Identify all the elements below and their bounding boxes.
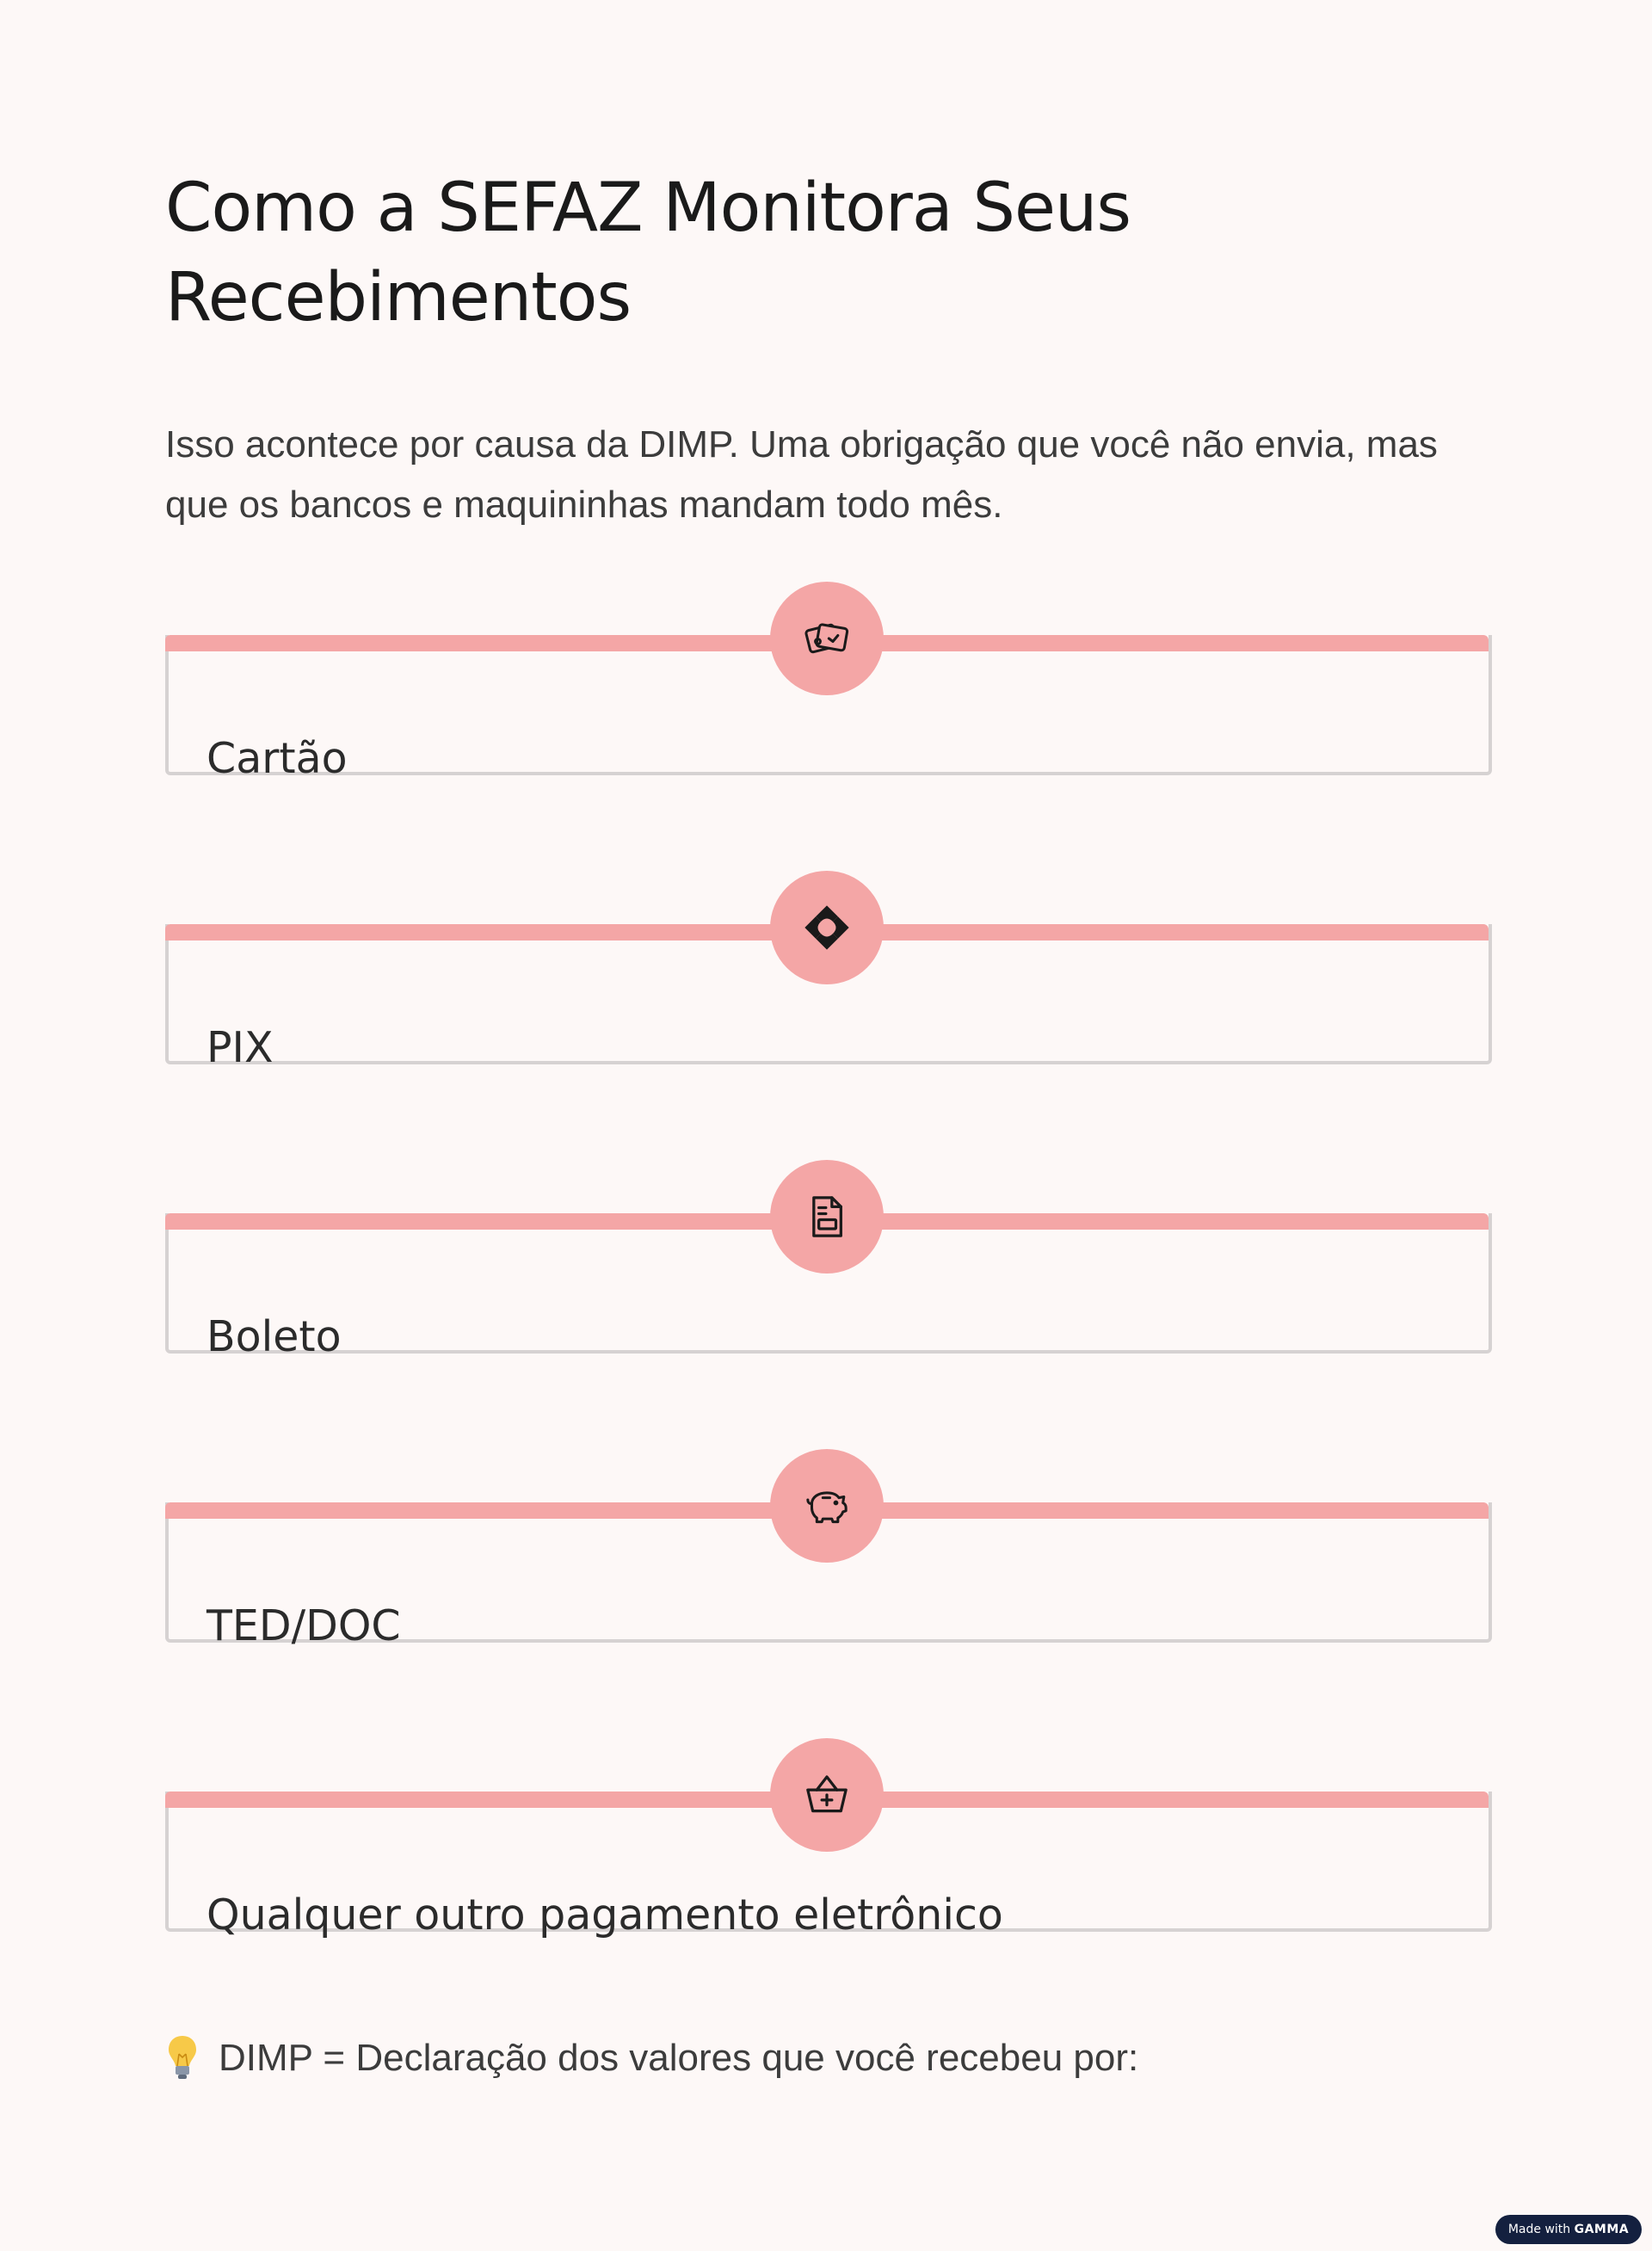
- payment-card-boleto: [165, 1160, 1489, 1361]
- card-label: Boleto: [206, 1312, 342, 1361]
- payment-card-outros: [165, 1738, 1489, 1940]
- made-with-gamma-badge[interactable]: [1495, 2215, 1642, 2244]
- badge-brand: GAMMA: [1574, 2223, 1630, 2236]
- footnote: [165, 2031, 1138, 2086]
- card-label: Cartão: [206, 734, 348, 783]
- card-icon-badge: [770, 582, 884, 695]
- light-bulb-icon: [165, 2033, 200, 2083]
- payment-card-pix: [165, 871, 1489, 1072]
- card-label: Qualquer outro pagamento eletrônico: [206, 1890, 1003, 1940]
- card-icon-badge: [770, 1449, 884, 1563]
- intro-paragraph: Isso acontece por causa da DIMP. Uma obrigação que você não envia, mas que os bancos e maquininhas mandam todo mês.: [165, 423, 1438, 526]
- shopping-basket-plus-icon: [803, 1771, 851, 1819]
- card-icon-badge: [770, 871, 884, 984]
- credit-card-icon: [803, 614, 851, 663]
- payment-card-cartao: [165, 582, 1489, 783]
- card-icon-badge: [770, 1738, 884, 1852]
- pix-icon: [803, 903, 851, 952]
- card-icon-badge: [770, 1160, 884, 1274]
- page-title: Como a SEFAZ Monitora Seus Recebimentos: [165, 170, 1131, 336]
- piggy-bank-icon: [803, 1482, 851, 1530]
- card-label: TED/DOC: [206, 1601, 401, 1650]
- invoice-document-icon: [803, 1193, 851, 1241]
- payment-card-ted-doc: [165, 1449, 1489, 1650]
- card-label: PIX: [206, 1023, 274, 1072]
- footnote-text: DIMP = Declaração dos valores que você recebeu por:: [219, 2037, 1139, 2079]
- badge-prefix: Made with: [1507, 2223, 1571, 2236]
